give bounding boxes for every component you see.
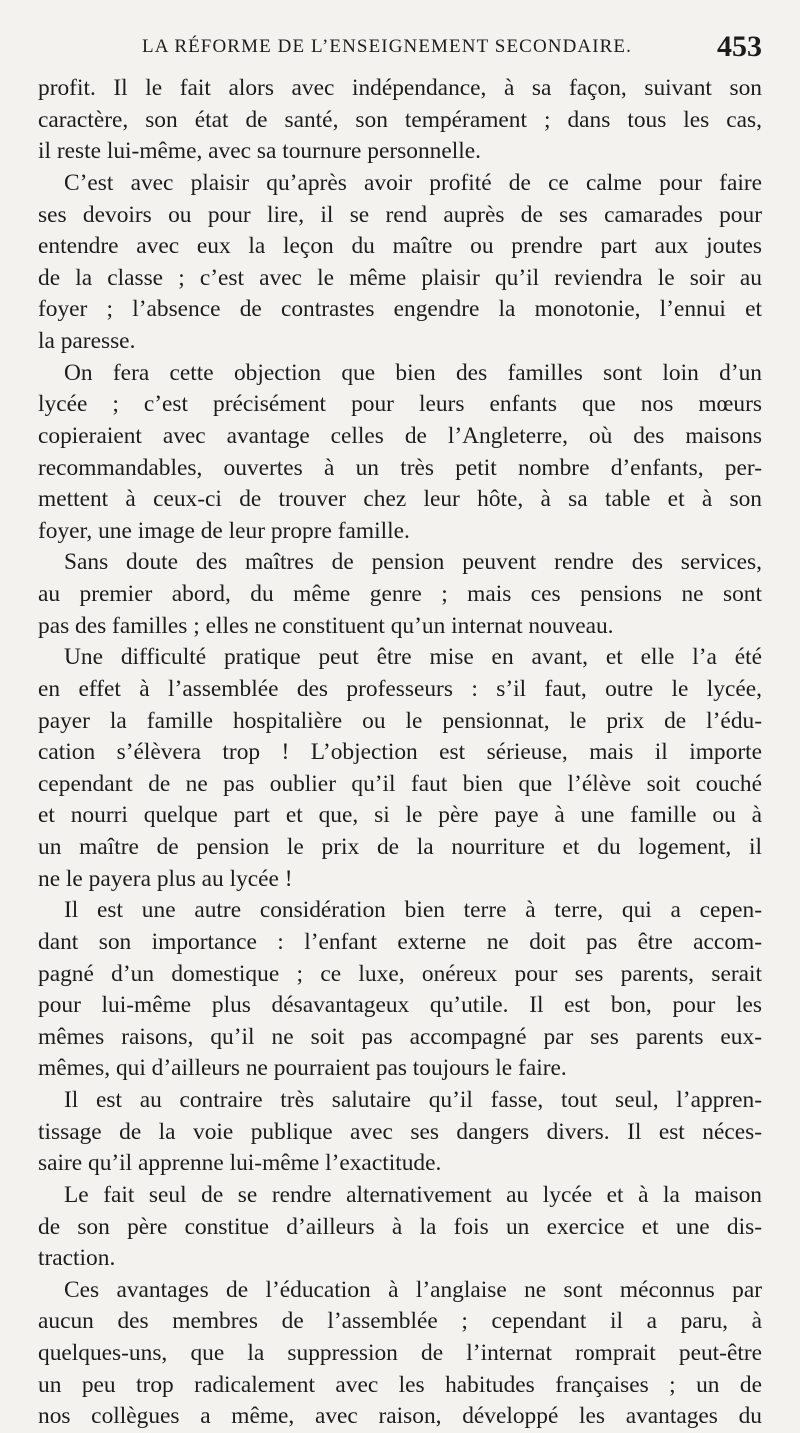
- text-line: il reste lui-même, avec sa tournure personnelle.: [38, 138, 481, 165]
- text-line: On fera cette objection que bien des familles sont loin d’un: [64, 359, 762, 386]
- text-line: de son père constitue d’ailleurs à la fois un exercice et une dis-: [38, 1213, 762, 1240]
- text-line: Le fait seul de se rendre alternativement au lycée et à la maison: [64, 1181, 762, 1208]
- text-line: saire qu’il apprenne lui-même l’exactitude.: [38, 1150, 442, 1177]
- text-line: au premier abord, du même genre ; mais ces pensions ne sont: [38, 581, 762, 607]
- text-line: caractère, son état de santé, son tempérament ; dans tous les cas,: [38, 106, 762, 133]
- text-line: entendre avec eux la leçon du maître ou prendre part aux joutes: [38, 233, 762, 260]
- text-line: foyer, une image de leur propre famille.: [38, 517, 410, 544]
- page-header: [142, 30, 762, 66]
- text-line: recommandables, ouvertes à un très petit nombre d’enfants, per-: [38, 454, 762, 481]
- text-line: mêmes, qui d’ailleurs ne pourraient pas toujours le faire.: [38, 1055, 567, 1082]
- text-line: mêmes raisons, qu’il ne soit pas accompagné par ses parents eux-: [38, 1023, 762, 1050]
- text-line: dant son importance : l’enfant externe ne doit pas être accom-: [38, 928, 762, 955]
- text-line: un maître de pension le prix de la nourriture et du logement, il: [38, 834, 762, 860]
- text-line: Une difficulté pratique peut être mise en avant, et elle l’a été: [64, 644, 762, 671]
- text-line: tissage de la voie publique avec ses dangers divers. Il est néces-: [38, 1118, 762, 1145]
- text-line: cation s’élèvera trop ! L’objection est sérieuse, mais il importe: [38, 739, 762, 766]
- text-line: copieraient avec avantage celles de l’Angleterre, où des maisons: [38, 422, 762, 449]
- page-number: 453: [717, 30, 762, 63]
- text-line: pour lui-même plus désavantageux qu’utile. Il est bon, pour les: [38, 992, 762, 1019]
- text-line: foyer ; l’absence de contrastes engendre la monotonie, l’ennui et: [38, 296, 762, 323]
- text-line: de la classe ; c’est avec le même plaisir qu’il reviendra le soir au: [38, 264, 762, 291]
- text-line: lycée ; c’est précisément pour leurs enfants que nos mœurs: [38, 391, 762, 418]
- body-text: [38, 73, 762, 1433]
- text-line: mettent à ceux-ci de trouver chez leur hôte, à sa table et à son: [38, 486, 762, 513]
- text-line: Il est une autre considération bien terre à terre, qui a cepen-: [64, 897, 762, 924]
- text-line: et nourri quelque part et que, si le père paye à une famille ou à: [38, 802, 762, 829]
- text-line: payer la famille hospitalière ou le pensionnat, le prix de l’édu-: [38, 707, 762, 734]
- text-line: ne le payera plus au lycée !: [38, 865, 293, 892]
- text-line: quelques-uns, que la suppression de l’internat romprait peut-être: [38, 1340, 762, 1366]
- text-line: pagné d’un domestique ; ce luxe, onéreux pour ses parents, serait: [38, 960, 762, 987]
- text-line: la paresse.: [38, 328, 136, 354]
- text-line: ses devoirs ou pour lire, il se rend auprès de ses camarades pour: [38, 201, 762, 228]
- text-line: en effet à l’assemblée des professeurs : s’il faut, outre le lycée,: [38, 675, 762, 702]
- text-line: nos collègues a même, avec raison, développé les avantages du: [38, 1403, 762, 1430]
- text-line: pas des familles ; elles ne constituent qu’un internat nouveau.: [38, 612, 614, 639]
- text-line: aucun des membres de l’assemblée ; cependant il a paru, à: [38, 1308, 762, 1335]
- text-line: Il est au contraire très salutaire qu’il fasse, tout seul, l’appren-: [64, 1087, 762, 1113]
- running-title: LA RÉFORME DE L’ENSEIGNEMENT SECONDAIRE.: [142, 36, 632, 57]
- text-line: traction.: [38, 1245, 116, 1272]
- text-line: C’est avec plaisir qu’après avoir profité de ce calme pour faire: [64, 169, 762, 196]
- text-line: profit. Il le fait alors avec indépendance, à sa façon, suivant son: [38, 75, 762, 101]
- text-line: Sans doute des maîtres de pension peuvent rendre des services,: [64, 549, 762, 576]
- text-line: Ces avantages de l’éducation à l’anglaise ne sont méconnus par: [64, 1276, 762, 1303]
- text-line: cependant de ne pas oublier qu’il faut bien que l’élève soit couché: [38, 770, 762, 797]
- text-line: un peu trop radicalement avec les habitudes françaises ; un de: [38, 1371, 762, 1398]
